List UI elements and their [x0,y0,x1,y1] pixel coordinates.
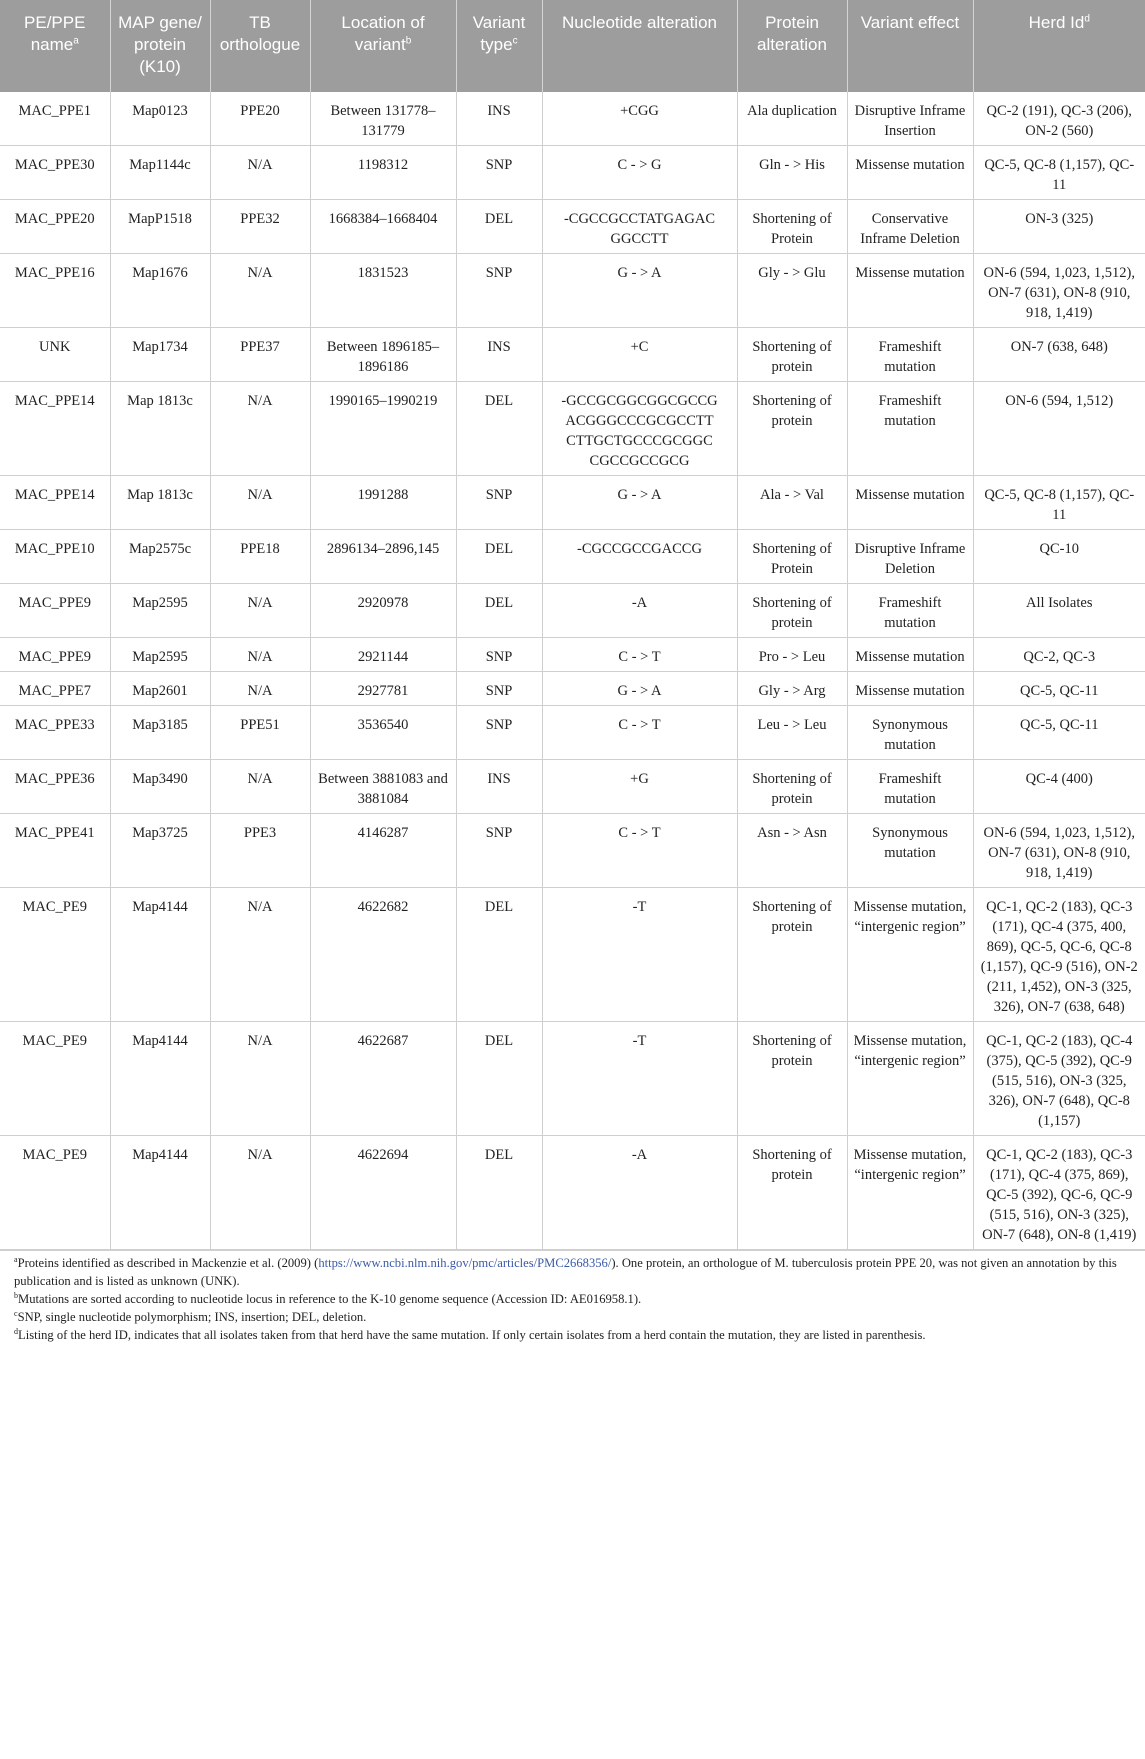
table-cell: MAC_PPE33 [0,706,110,760]
table-cell: ON-6 (594, 1,023, 1,512), ON-7 (631), ON-8 (910, 918, 1,419) [973,814,1145,888]
table-cell: Frameshift mutation [847,328,973,382]
table-cell: DEL [456,1022,542,1136]
table-cell: SNP [456,706,542,760]
table-cell: Map3490 [110,760,210,814]
footnotes [0,1250,1145,1344]
table-body [0,92,1145,1250]
table-cell: SNP [456,814,542,888]
table-cell: QC-10 [973,530,1145,584]
table-cell: QC-2, QC-3 [973,638,1145,672]
table-cell: SNP [456,672,542,706]
table-cell: MAC_PPE41 [0,814,110,888]
table-cell: Gln - > His [737,146,847,200]
table-cell: +C [542,328,737,382]
table-cell: C - > T [542,638,737,672]
table-row [0,92,1145,146]
table-cell: 1198312 [310,146,456,200]
table-cell: C - > T [542,706,737,760]
table-row [0,146,1145,200]
table-cell: PPE51 [210,706,310,760]
table-cell: Shortening of Protein [737,200,847,254]
table-cell: -T [542,888,737,1022]
table-cell: DEL [456,382,542,476]
table-cell: -A [542,584,737,638]
table-cell: Ala duplication [737,92,847,146]
footnote-d: $^d$Listing of the herd ID, indicates that all isolates taken from that herd have the same mutation. If only certain isolates from a herd contain the mutation, they are listed in parenthesis. [14,1326,926,1342]
table-cell: Map4144 [110,1022,210,1136]
table-cell: QC-5, QC-8 (1,157), QC-11 [973,476,1145,530]
table-cell: INS [456,92,542,146]
table-cell: Map2575c [110,530,210,584]
table-cell: Shortening of Protein [737,530,847,584]
table-cell: UNK [0,328,110,382]
table-cell: MAC_PPE30 [0,146,110,200]
table-cell: Missense mutation [847,672,973,706]
table-cell: Missense mutation [847,146,973,200]
table-cell: ON-7 (638, 648) [973,328,1145,382]
table-cell: -CGCCGCCGACCG [542,530,737,584]
table-cell: MAC_PPE14 [0,382,110,476]
table-cell: QC-5, QC-11 [973,706,1145,760]
table-cell: Pro - > Leu [737,638,847,672]
table-cell: Asn - > Asn [737,814,847,888]
table-cell: QC-1, QC-2 (183), QC-4 (375), QC-5 (392), QC-9 (515, 516), ON-3 (325, 326), ON-7 (648), QC-8 (1,157) [973,1022,1145,1136]
table-cell: 4146287 [310,814,456,888]
table-cell: -T [542,1022,737,1136]
table-cell: C - > G [542,146,737,200]
table-cell: N/A [210,382,310,476]
table-cell: Shortening of protein [737,1136,847,1250]
table-cell: Between 3881083 and 3881084 [310,760,456,814]
table-row [0,706,1145,760]
table-cell: Gly - > Arg [737,672,847,706]
table-cell: DEL [456,530,542,584]
table-cell: PPE18 [210,530,310,584]
column-header: Herd Id$^d$ [973,0,1145,92]
table-cell: N/A [210,254,310,328]
table-cell: G - > A [542,672,737,706]
table-row [0,888,1145,1022]
table-row [0,530,1145,584]
table-row [0,382,1145,476]
table-cell: Frameshift mutation [847,382,973,476]
table-cell: N/A [210,672,310,706]
table-cell: QC-1, QC-2 (183), QC-3 (171), QC-4 (375, 869), QC-5 (392), QC-6, QC-9 (515, 516), ON-3 (325), ON-7 (648), ON-8 (1,419) [973,1136,1145,1250]
table-row [0,200,1145,254]
table-cell: MAC_PE9 [0,888,110,1022]
table-cell: Missense mutation [847,638,973,672]
table-cell: Shortening of protein [737,328,847,382]
column-header: TB orthologue [210,0,310,92]
table-cell: N/A [210,1136,310,1250]
table-cell: PPE32 [210,200,310,254]
table-cell: MAC_PE9 [0,1022,110,1136]
table-cell: INS [456,328,542,382]
table-cell: MAC_PE9 [0,1136,110,1250]
table-cell: SNP [456,146,542,200]
table-cell: G - > A [542,476,737,530]
table-cell: Map4144 [110,1136,210,1250]
table-cell: DEL [456,200,542,254]
table-cell: MAC_PPE36 [0,760,110,814]
table-cell: -CGCCGCCTATGAGAC GGCCTT [542,200,737,254]
table-cell: Map1734 [110,328,210,382]
table-cell: QC-5, QC-11 [973,672,1145,706]
footnote-link[interactable]: https://www.ncbi.nlm.nih.gov/pmc/articles/PMC2668356/ [318,1256,612,1270]
table-cell: 2896134–2896,145 [310,530,456,584]
table-cell: 4622694 [310,1136,456,1250]
table-cell: Frameshift mutation [847,584,973,638]
table-cell: MAC_PPE14 [0,476,110,530]
table-cell: G - > A [542,254,737,328]
table-cell: -GCCGCGGCGGCGCCG ACGGGCCCGCGCCTT CTTGCTGCCCGCGGC CGCCGCCGCG [542,382,737,476]
table-cell: Map2595 [110,638,210,672]
table-cell: N/A [210,888,310,1022]
table-row [0,584,1145,638]
table-cell: Map2601 [110,672,210,706]
table-cell: Conservative Inframe Deletion [847,200,973,254]
column-header: Nucleotide alteration [542,0,737,92]
table-cell: 1991288 [310,476,456,530]
table-cell: Shortening of protein [737,1022,847,1136]
table-cell: DEL [456,888,542,1022]
table-cell: PPE3 [210,814,310,888]
table-cell: Shortening of protein [737,382,847,476]
column-header: Protein alteration [737,0,847,92]
table-cell: SNP [456,476,542,530]
table-cell: INS [456,760,542,814]
table-cell: MAC_PPE10 [0,530,110,584]
table-cell: Shortening of protein [737,584,847,638]
table-cell: MAC_PPE9 [0,584,110,638]
column-header: Variant effect [847,0,973,92]
table-cell: -A [542,1136,737,1250]
table-cell: Synonymous mutation [847,814,973,888]
table-row [0,476,1145,530]
table-cell: Shortening of protein [737,888,847,1022]
table-cell: 3536540 [310,706,456,760]
header-row [0,0,1145,92]
table-cell: Map 1813c [110,382,210,476]
table-cell: DEL [456,1136,542,1250]
table-cell: MAC_PPE7 [0,672,110,706]
table-cell: MAC_PPE9 [0,638,110,672]
column-header: PE/PPE name$^a$ [0,0,110,92]
table-cell: PPE37 [210,328,310,382]
table-cell: Gly - > Glu [737,254,847,328]
table-cell: N/A [210,476,310,530]
table-row [0,328,1145,382]
table-row [0,672,1145,706]
table-row [0,1022,1145,1136]
table-row [0,814,1145,888]
table-cell: DEL [456,584,542,638]
table-cell: MAC_PPE1 [0,92,110,146]
table-cell: QC-1, QC-2 (183), QC-3 (171), QC-4 (375, 400, 869), QC-5, QC-6, QC-8 (1,157), QC-9 (516), ON-2 (211, 1,452), ON-3 (325, 326), ON-7 (638, 648) [973,888,1145,1022]
column-header: MAP gene/ protein (K10) [110,0,210,92]
table-cell: N/A [210,760,310,814]
table-row [0,1136,1145,1250]
table-row [0,254,1145,328]
footnote-a: $^a$Proteins identified as described in Mackenzie et al. (2009) (https://www.ncbi.nlm.nih.gov/pmc/articles/PMC2668356/). One protein, an orthologue of M. tuberculosis protein PPE 20, was not given an annotation by this publication and is listed as unknown (UNK). [14,1254,1117,1288]
table-cell: QC-2 (191), QC-3 (206), ON-2 (560) [973,92,1145,146]
table-cell: Missense mutation [847,476,973,530]
table-cell: All Isolates [973,584,1145,638]
table-cell: N/A [210,1022,310,1136]
table-cell: 2927781 [310,672,456,706]
table-cell: 1668384–1668404 [310,200,456,254]
table-cell: N/A [210,584,310,638]
table-cell: Ala - > Val [737,476,847,530]
table-cell: 2921144 [310,638,456,672]
table-cell: SNP [456,638,542,672]
table-cell: 1831523 [310,254,456,328]
table-cell: Missense mutation, “intergenic region” [847,1136,973,1250]
table-cell: Map3185 [110,706,210,760]
table-cell: Map4144 [110,888,210,1022]
table-cell: Between 131778–131779 [310,92,456,146]
table-cell: Synonymous mutation [847,706,973,760]
table-cell: SNP [456,254,542,328]
table-cell: 4622682 [310,888,456,1022]
table-cell: ON-3 (325) [973,200,1145,254]
table-cell: Disruptive Inframe Deletion [847,530,973,584]
table-cell: Map1144c [110,146,210,200]
table-cell: Leu - > Leu [737,706,847,760]
table-cell: ON-6 (594, 1,023, 1,512), ON-7 (631), ON-8 (910, 918, 1,419) [973,254,1145,328]
footnote-b: $^b$Mutations are sorted according to nucleotide locus in reference to the K-10 genome sequence (Accession ID: AE016958.1). [14,1290,642,1306]
table-cell: Shortening of protein [737,760,847,814]
table-cell: ON-6 (594, 1,512) [973,382,1145,476]
table-cell: N/A [210,146,310,200]
table-cell: Map 1813c [110,476,210,530]
table-cell: 1990165–1990219 [310,382,456,476]
table-cell: MapP1518 [110,200,210,254]
table-cell: PPE20 [210,92,310,146]
table-cell: Frameshift mutation [847,760,973,814]
table-cell: QC-4 (400) [973,760,1145,814]
table-cell: QC-5, QC-8 (1,157), QC-11 [973,146,1145,200]
column-header: Location of variant$^b$ [310,0,456,92]
table-row [0,760,1145,814]
table-cell: Missense mutation, “intergenic region” [847,888,973,1022]
table-cell: +CGG [542,92,737,146]
table-cell: Map2595 [110,584,210,638]
table-cell: Map3725 [110,814,210,888]
column-header: Variant type$^c$ [456,0,542,92]
table-cell: 2920978 [310,584,456,638]
table-cell: MAC_PPE16 [0,254,110,328]
table-cell: MAC_PPE20 [0,200,110,254]
table-header [0,0,1145,92]
table-cell: Map1676 [110,254,210,328]
table-cell: Map0123 [110,92,210,146]
table-cell: Between 1896185–1896186 [310,328,456,382]
table-cell: N/A [210,638,310,672]
table-cell: C - > T [542,814,737,888]
table-cell: Disruptive Inframe Insertion [847,92,973,146]
table-cell: Missense mutation, “intergenic region” [847,1022,973,1136]
table-cell: Missense mutation [847,254,973,328]
table-row [0,638,1145,672]
table-cell: 4622687 [310,1022,456,1136]
table-cell: +G [542,760,737,814]
footnote-c: $^c$SNP, single nucleotide polymorphism; INS, insertion; DEL, deletion. [14,1308,367,1324]
